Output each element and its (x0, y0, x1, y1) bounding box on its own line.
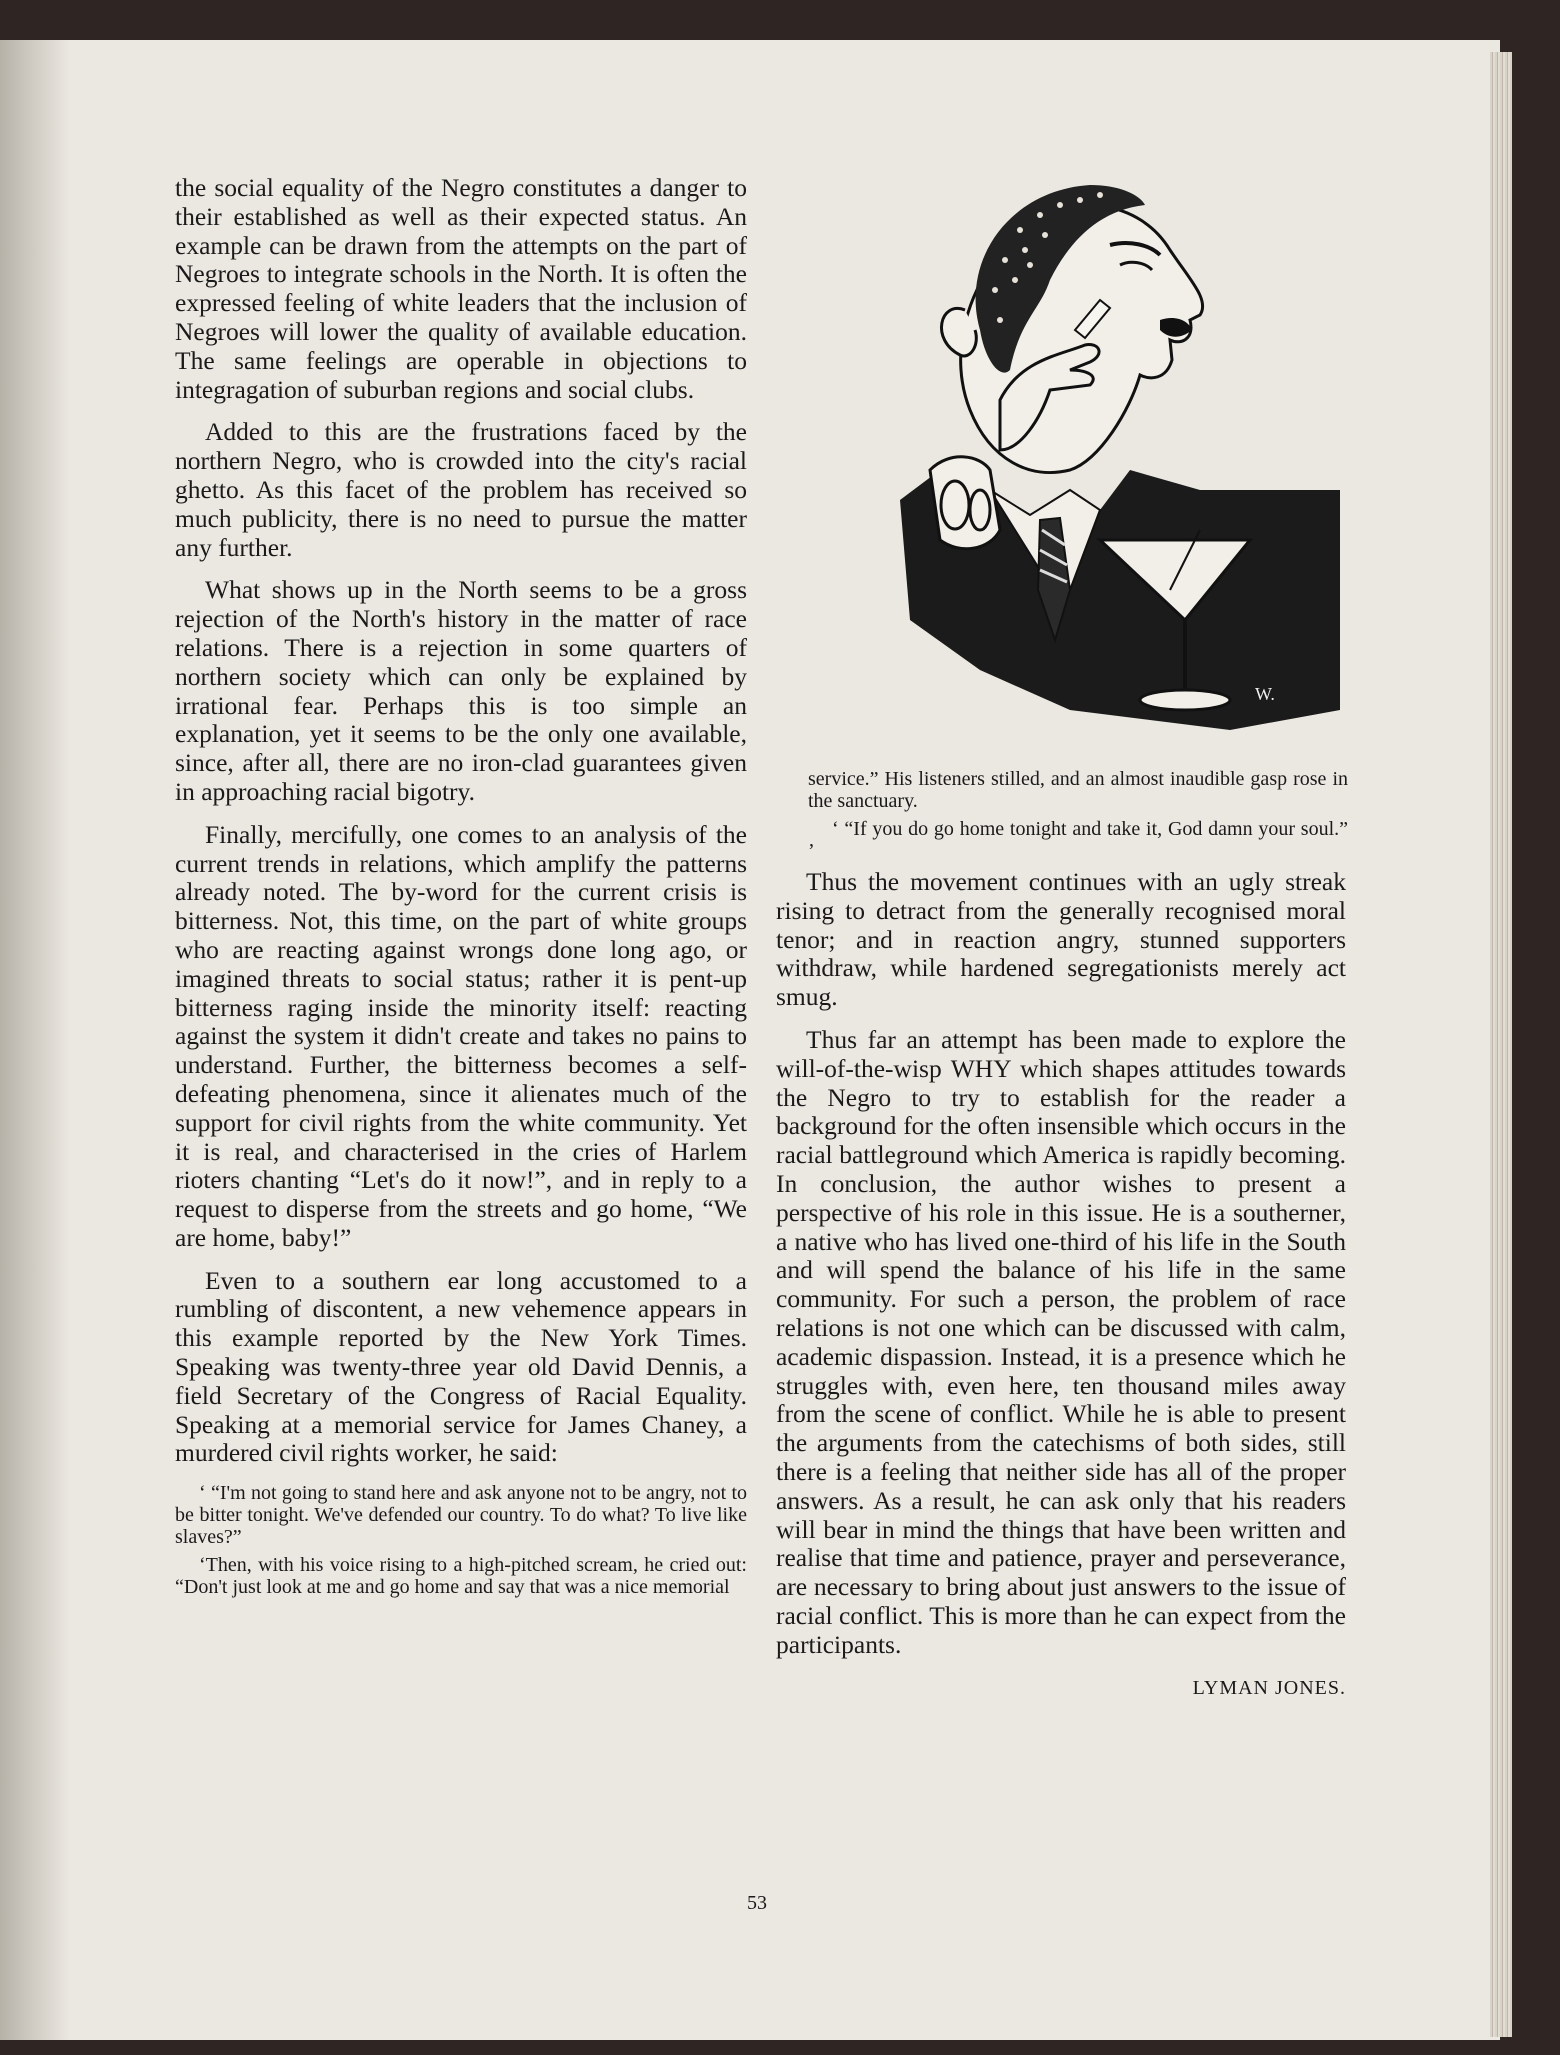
page-edges (1490, 52, 1512, 2037)
block-quote: ‘ “I'm not going to stand here and ask anyone not to be angry, not to be bitter tonight. We've defended our country. To do what? To live like slaves?” (175, 1482, 747, 1549)
artist-initials: W. (1255, 684, 1275, 704)
paragraph: What shows up in the North seems to be a gross rejection of the North's history in the matter of race relations. There is a rejection in some quarters of northern society which can only be explained by irrational fear. Perhaps this is too simple an explanation, yet it seems to be the only one available, since, after all, there are no iron-clad guarantees given in approaching racial bigotry. (175, 575, 747, 806)
block-quote: ‘Then, with his voice rising to a high-pitched scream, he cried out: “Don't just look at me and go home and say that was a nice memorial (175, 1554, 747, 1599)
page-number: 53 (747, 1892, 767, 1914)
right-text-column (776, 868, 1346, 1702)
paragraph: Added to this are the frustrations faced by the northern Negro, who is crowded into the city's racial ghetto. As this facet of the problem has received so much publicity, there is no need to pursue the matter any further. (175, 417, 747, 562)
paragraph: Thus the movement continues with an ugly streak rising to detract from the generally recognised moral tenor; and in reaction angry, stunned supporters withdraw, while hardened segregationists merely act smug. (776, 867, 1346, 1012)
caricature-illustration (870, 170, 1350, 750)
paragraph: Even to a southern ear long accustomed to a rumbling of discontent, a new vehemence appears in this example reported by the New York Times. Speaking was twenty-three year old David Dennis, a field Secretary of the Congress of Racial Equality. Speaking at a memorial service for James Chaney, a murdered civil rights worker, he said: (175, 1265, 747, 1468)
left-text-column (175, 174, 747, 1604)
spine-shadow (0, 40, 70, 2040)
paragraph: Thus far an attempt has been made to explore the will-of-the-wisp WHY which shapes attitudes towards the Negro to try to establish for the reader a background for the often insensible which occurs in the racial battleground which America is rapidly becoming. In conclusion, the author wishes to present a perspective of his role in this issue. He is a southerner, a native who has lived one-third of his life in the South and will spend the balance of his life in the same community. For such a person, the problem of race relations is not one which can be discussed with calm, academic dispassion. Instead, it is a presence which he struggles with, even here, ten thousand miles away from the scene of conflict. While he is able to present the arguments from the catechisms of both sides, still there is a feeling that neither side has all of the proper answers. As a result, he can ask only that his readers will bear in mind the things that have been written and realise that time and patience, prayer and perseverance, are necessary to bring about just answers to the issue of racial conflict. This is more than he can expect from the participants. (776, 1024, 1346, 1659)
paragraph: Finally, mercifully, one comes to an analysis of the current trends in relations, which amplify the patterns already noted. The by-word for the current crisis is bitterness. Not, this time, on the part of white groups who are reacting against wrongs done long ago, or imagined threats to social status; rather it is pent-up bitterness raging inside the minority itself: reacting against the system it didn't create and takes no pains to understand. Further, the bitterness becomes a self-defeating phenomena, since it alienates much of the support for civil rights from the white community. Yet it is real, and characterised in the cries of Harlem rioters chanting “Let's do it now!”, and in reply to a request to disperse from the streets and go home, “We are home, baby!” (175, 819, 747, 1252)
author-signature: LYMAN JONES. (1192, 1676, 1346, 1699)
block-quote: ‘ “If you do go home tonight and take it, God damn your soul.” ’ (808, 818, 1348, 862)
paragraph: the social equality of the Negro constitutes a danger to their established as well as their expected status. An example can be drawn from the attempts on the part of Negroes to integrate schools in the North. It is often the expressed feeling of white leaders that the inclusion of Negroes will lower the quality of available education. The same feelings are operable in objections to integragation of suburban regions and social clubs. (175, 173, 747, 404)
block-quote: service.” His listeners stilled, and an almost inaudible gasp rose in the sanctuary. (808, 768, 1348, 812)
right-quote-block (808, 768, 1348, 868)
